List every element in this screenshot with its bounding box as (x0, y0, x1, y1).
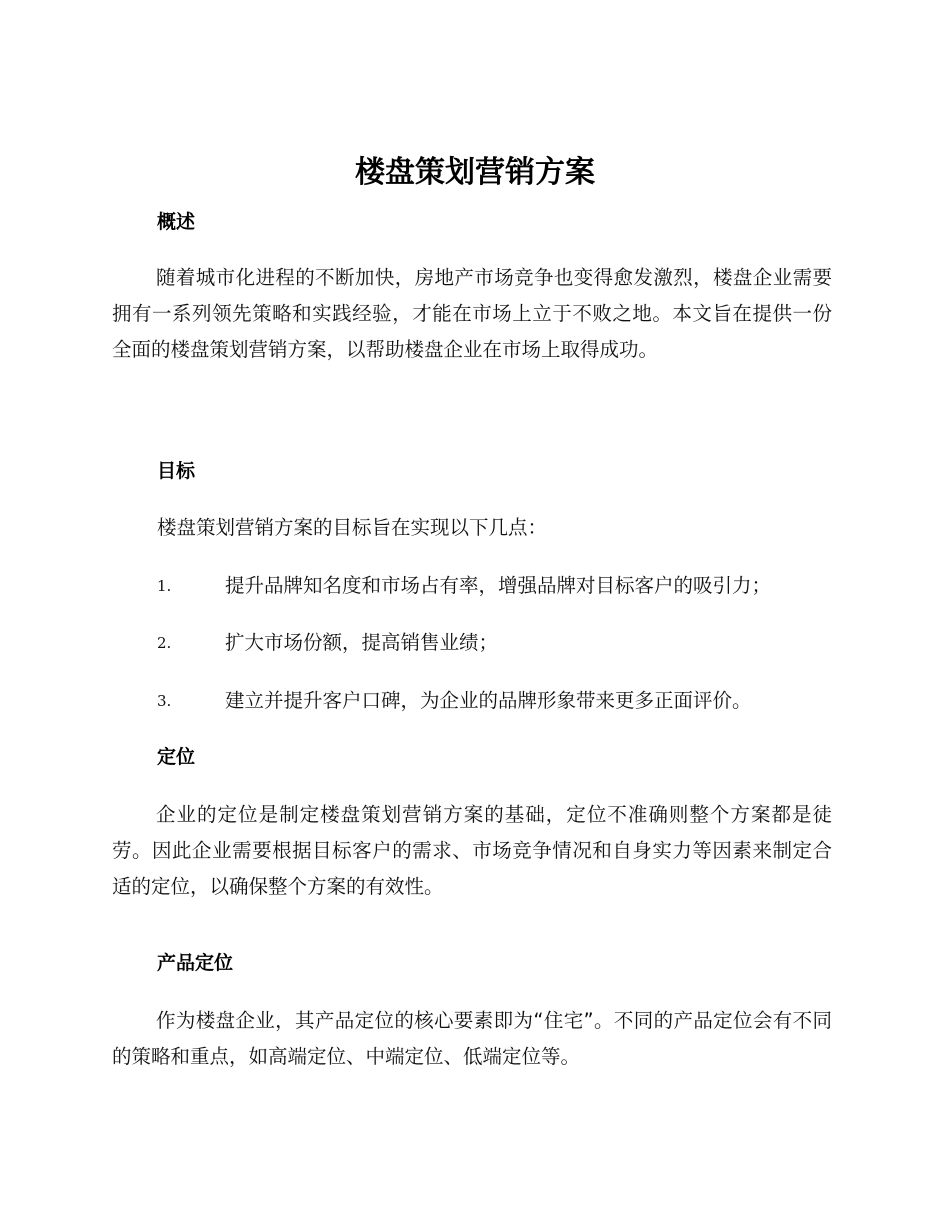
document-title: 楼盘策划营销方案 (355, 155, 595, 190)
list-item-text: 建立并提升客户口碑，为企业的品牌形象带来更多正面评价。 (225, 689, 752, 712)
section-heading-overview: 概述 (157, 211, 196, 233)
list-item-number: 1. (157, 577, 172, 595)
section-heading-goals: 目标 (157, 460, 196, 482)
goals-intro: 楼盘策划营销方案的目标旨在实现以下几点： (157, 516, 548, 539)
list-item (157, 571, 847, 601)
paragraph-positioning: 企业的定位是制定楼盘策划营销方案的基础，定位不准确则整个方案都是徒劳。因此企业需要根据目标客户的需求、市场竞争情况和自身实力等因素来制定合适的定位，以确保整个方案的有效性。 (112, 803, 832, 898)
list-item (157, 686, 847, 716)
paragraph-product-positioning: 作为楼盘企业，其产品定位的核心要素即为“住宅”。不同的产品定位会有不同的策略和重点，如高端定位、中端定位、低端定位等。 (112, 1009, 832, 1068)
section-heading-positioning: 定位 (157, 746, 196, 768)
list-item-number: 3. (157, 692, 172, 710)
paragraph-overview: 随着城市化进程的不断加快，房地产市场竞争也变得愈发激烈，楼盘企业需要拥有一系列领先策略和实践经验，才能在市场上立于不败之地。本文旨在提供一份全面的楼盘策划营销方案，以帮助楼盘企业在市场上取得成功。 (112, 266, 832, 361)
section-heading-product-positioning: 产品定位 (157, 952, 234, 974)
list-item-text: 扩大市场份额，提高销售业绩； (225, 631, 499, 654)
list-item (157, 628, 847, 658)
list-item-number: 2. (157, 634, 172, 652)
list-item-text: 提升品牌知名度和市场占有率，增强品牌对目标客户的吸引力； (225, 574, 772, 597)
